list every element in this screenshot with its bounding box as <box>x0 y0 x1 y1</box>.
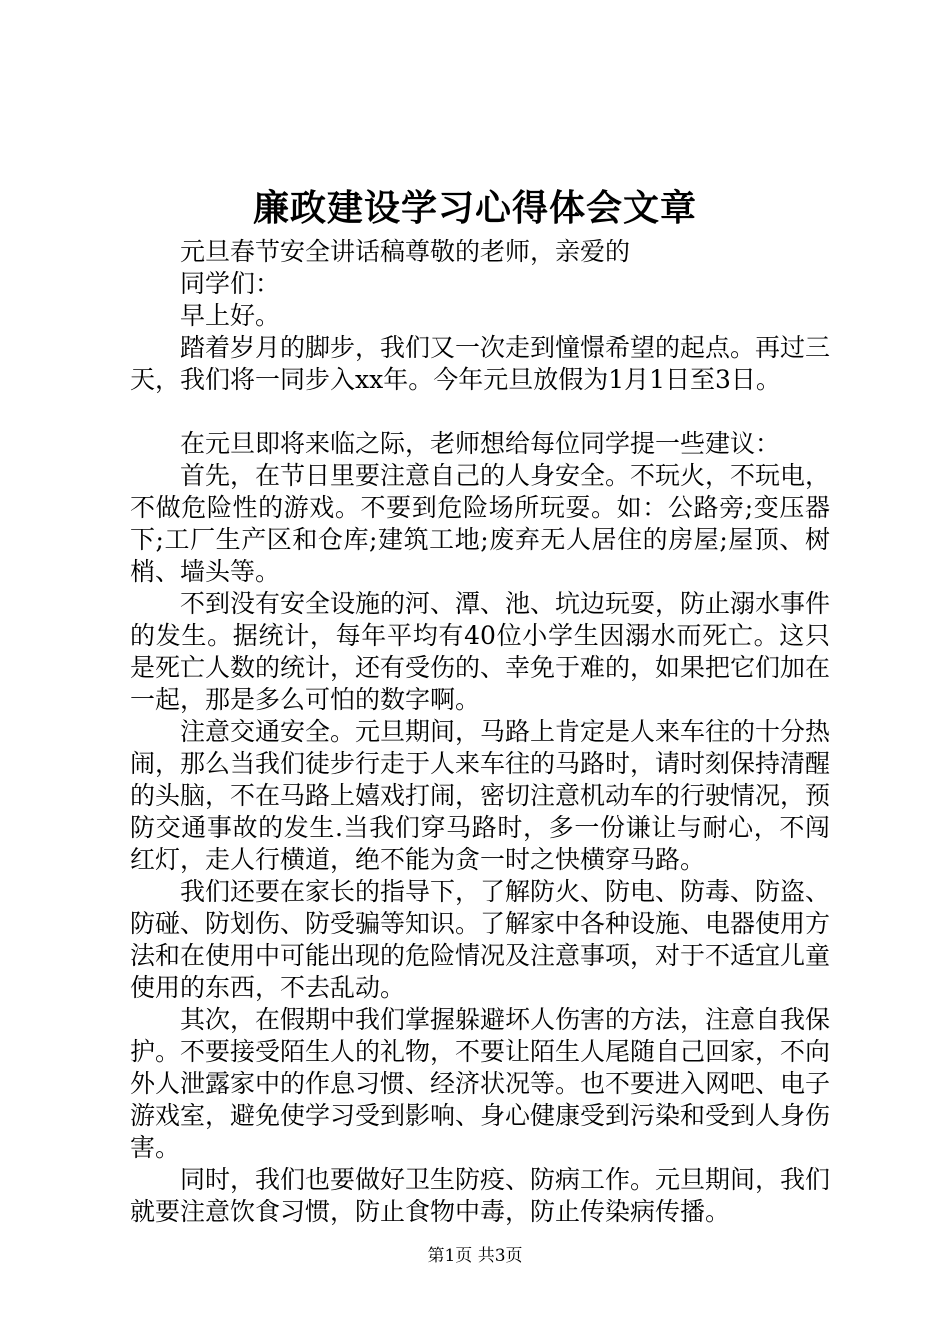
paragraph-self-protection: 其次，在假期中我们掌握躲避坏人伤害的方法，注意自我保护。不要接受陌生人的礼物，不要让陌生人尾随自己回家，不向外人泄露家中的作息习惯、经济状况等。也不要进入网吧、电子游戏室，避免使学习受到影响、身心健康受到污染和受到人身伤害。 <box>130 1005 831 1162</box>
document-title: 廉政建设学习心得体会文章 <box>252 187 697 229</box>
paragraph-suggestions-lead: 在元旦即将来临之际，老师想给每位同学提一些建议： <box>180 429 781 458</box>
paragraph-water-safety: 不到没有安全设施的河、潭、池、坑边玩耍，防止溺水事件的发生。据统计，每年平均有40位小学生因溺水而死亡。这只是死亡人数的统计，还有受伤的、幸免于难的，如果把它们加在一起，那是多么可怕的数字啊。 <box>130 589 831 714</box>
paragraph-health: 同时，我们也要做好卫生防疫、防病工作。元旦期间，我们就要注意饮食习惯，防止食物中毒，防止传染病传播。 <box>130 1165 831 1226</box>
document-body <box>130 236 830 1228</box>
paragraph-greeting-3: 早上好。 <box>180 301 281 330</box>
paragraph-greeting-2: 同学们： <box>180 269 281 298</box>
page-number: 第1页 共3页 <box>427 1246 523 1266</box>
paragraph-greeting-1: 元旦春节安全讲话稿尊敬的老师，亲爱的 <box>180 237 631 266</box>
paragraph-personal-safety: 首先，在节日里要注意自己的人身安全。不玩火，不玩电，不做危险性的游戏。不要到危险场所玩耍。如：公路旁;变压器下;工厂生产区和仓库;建筑工地;废弃无人居住的房屋;屋顶、树梢、墙头等。 <box>130 461 831 586</box>
paragraph-traffic-safety: 注意交通安全。元旦期间，马路上肯定是人来车往的十分热闹，那么当我们徒步行走于人来车往的马路时，请时刻保持清醒的头脑，不在马路上嬉戏打闹，密切注意机动车的行驶情况，预防交通事故的发生.当我们穿马路时，多一份谦让与耐心，不闯红灯，走人行横道，绝不能为贪一时之快横穿马路。 <box>130 717 831 874</box>
paragraph-home-safety: 我们还要在家长的指导下，了解防火、防电、防毒、防盗、防碰、防划伤、防受骗等知识。了解家中各种设施、电器使用方法和在使用中可能出现的危险情况及注意事项，对于不适宜儿童使用的东西，不去乱动。 <box>130 877 831 1002</box>
paragraph-intro: 踏着岁月的脚步，我们又一次走到憧憬希望的起点。再过三天，我们将一同步入xx年。今年元旦放假为1月1日至3日。 <box>130 333 831 394</box>
